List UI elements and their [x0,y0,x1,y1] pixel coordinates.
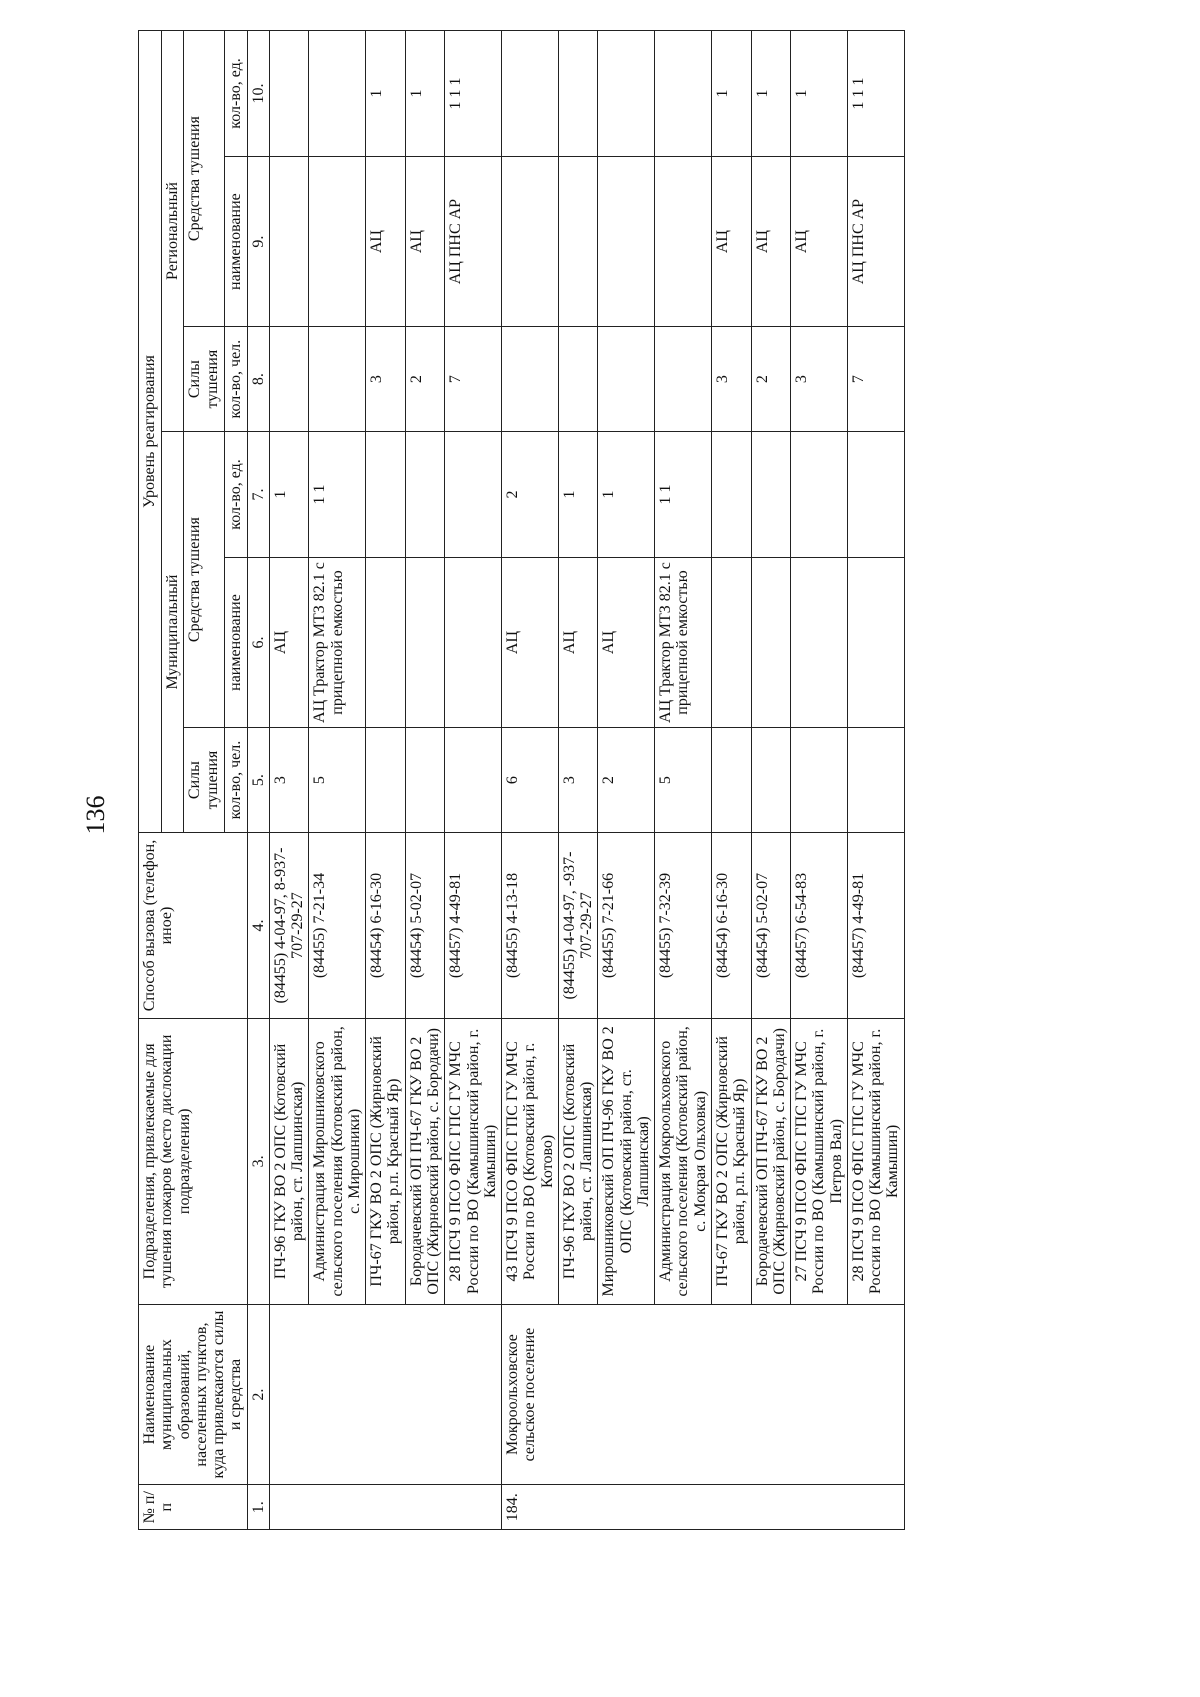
municipal-forces-qty: 3 [269,728,309,833]
unit-name: ПЧ-96 ГКУ ВО 2 ОПС (Котовский район, ст. Лапшинская) [269,1019,309,1305]
municipal-means-qty [445,432,502,558]
regional-means-name: АЦ [405,156,445,326]
rotated-table-container [138,30,1113,1530]
unit-name: 28 ПСЧ 9 ПСО ФПС ГПС ГУ МЧС России по ВО (Камышинский район, г. Камышин) [445,1019,502,1305]
call-phone: (84455) 7-32-39 [655,832,712,1018]
unit-name: Мирошниковский ОП ПЧ-96 ГКУ ВО 2 ОПС (Котовский район, ст. Лапшинская) [598,1019,655,1305]
call-phone: (84454) 5-02-07 [405,832,445,1018]
regional-means-name: АЦ [751,156,791,326]
regional-means-name [598,156,655,326]
header-regional-forces: Силы тушения [184,327,224,432]
regional-means-name: АЦ [711,156,751,326]
municipal-means-qty [751,432,791,558]
row-number [269,1485,501,1530]
regional-forces-qty [269,327,309,432]
header-name: наименование [224,557,247,727]
regional-means-qty: 1 [366,31,406,157]
call-phone: (84457) 6-54-83 [791,832,848,1018]
municipality-name: Мокроольховское сельское поселение [502,1304,905,1485]
call-phone: (84455) 4-04-97, -937-707-29-27 [558,832,598,1018]
municipal-forces-qty: 2 [598,728,655,833]
call-phone: (84455) 7-21-34 [309,832,366,1018]
regional-forces-qty [502,327,559,432]
regional-means-qty [598,31,655,157]
call-phone: (84457) 4-49-81 [445,832,502,1018]
regional-forces-qty: 7 [445,327,502,432]
regional-means-qty: 1 [791,31,848,157]
header-municipal: Муниципальный [161,432,184,833]
regional-means-qty: 1 [751,31,791,157]
municipal-means-name [751,557,791,727]
numbering-row [247,31,269,1530]
regional-means-name [558,156,598,326]
regional-means-name: АЦ ПНС АР [847,156,904,326]
regional-forces-qty [598,327,655,432]
unit-name: Бородачевский ОП ПЧ-67 ГКУ ВО 2 ОПС (Жирновский район, с. Бородачи) [405,1019,445,1305]
municipal-means-qty [405,432,445,558]
regional-forces-qty: 7 [847,327,904,432]
col-number: 10. [247,31,269,157]
col-number: 2. [247,1304,269,1485]
municipal-forces-qty: 5 [309,728,366,833]
regional-means-qty [309,31,366,157]
call-phone: (84457) 4-49-81 [847,832,904,1018]
unit-name: 27 ПСЧ 9 ПСО ФПС ГПС ГУ МЧС России по ВО (Камышинский район, г. Петров Вал) [791,1019,848,1305]
regional-means-qty [269,31,309,157]
municipal-forces-qty [366,728,406,833]
row-number: 184. [502,1485,905,1530]
col-number: 6. [247,557,269,727]
regional-means-qty: 1 [405,31,445,157]
municipal-forces-qty [791,728,848,833]
regional-means-qty: 1 1 1 [847,31,904,157]
municipal-means-qty: 1 [598,432,655,558]
municipal-means-qty: 2 [502,432,559,558]
municipal-means-qty [791,432,848,558]
regional-forces-qty [309,327,366,432]
col-number: 8. [247,327,269,432]
header-regional-means: Средства тушения [184,31,224,327]
municipal-means-name [847,557,904,727]
regional-forces-qty [558,327,598,432]
municipal-means-qty: 1 [558,432,598,558]
municipal-forces-qty [445,728,502,833]
table-row [502,31,559,1530]
regional-means-qty [655,31,712,157]
municipal-means-name: АЦ [598,557,655,727]
response-forces-table [138,30,905,1530]
municipal-forces-qty [847,728,904,833]
municipal-means-name [366,557,406,727]
regional-means-name: АЦ [791,156,848,326]
municipal-means-qty [847,432,904,558]
regional-forces-qty: 2 [751,327,791,432]
unit-name: ПЧ-67 ГКУ ВО 2 ОПС (Жирновский район, р.п. Красный Яр) [711,1019,751,1305]
municipal-forces-qty [751,728,791,833]
header-municipal-means: Средства тушения [184,432,224,728]
header-municipality: Наименование муниципальных образований, населенных пунктов, куда привлекаются силы и средства [139,1304,248,1485]
municipal-means-qty: 1 1 [655,432,712,558]
header-municipal-forces: Силы тушения [184,728,224,833]
unit-name: ПЧ-96 ГКУ ВО 2 ОПС (Котовский район, ст. Лапшинская) [558,1019,598,1305]
header-name: наименование [224,156,247,326]
header-regional: Региональный [161,31,184,432]
header-number: № п/п [139,1485,248,1530]
table-row [269,31,309,1530]
municipal-means-name: АЦ [269,557,309,727]
municipal-forces-qty [711,728,751,833]
municipality-name [269,1304,501,1485]
col-number: 4. [247,832,269,1018]
regional-means-name: АЦ ПНС АР [445,156,502,326]
header-qty-units: кол-во, ед. [224,31,247,157]
unit-name: Бородачевский ОП ПЧ-67 ГКУ ВО 2 ОПС (Жирновский район, с. Бородачи) [751,1019,791,1305]
call-phone: (84455) 4-04-97, 8-937-707-29-27 [269,832,309,1018]
municipal-means-name [405,557,445,727]
regional-forces-qty: 3 [366,327,406,432]
municipal-means-qty: 1 1 [309,432,366,558]
call-phone: (84455) 4-13-18 [502,832,559,1018]
regional-means-qty [558,31,598,157]
municipal-means-qty [366,432,406,558]
municipal-means-name [445,557,502,727]
municipal-means-name: АЦ [558,557,598,727]
municipal-forces-qty: 3 [558,728,598,833]
call-phone: (84454) 6-16-30 [366,832,406,1018]
call-phone: (84454) 6-16-30 [711,832,751,1018]
header-call-method: Способ вызова (телефон, иное) [139,832,248,1018]
unit-name: Администрация Мокроольховского сельского поселения (Котовский район, с. Мокрая Ольховка) [655,1019,712,1305]
col-number: 9. [247,156,269,326]
municipal-means-name: АЦ Трактор МТЗ 82.1 с прицепной емкостью [655,557,712,727]
col-number: 7. [247,432,269,558]
regional-forces-qty [655,327,712,432]
regional-forces-qty: 2 [405,327,445,432]
municipal-means-name: АЦ Трактор МТЗ 82.1 с прицепной емкостью [309,557,366,727]
regional-means-name [655,156,712,326]
municipal-forces-qty: 5 [655,728,712,833]
col-number: 1. [247,1485,269,1530]
regional-means-qty [502,31,559,157]
table-body [269,31,904,1530]
header-qty-units: кол-во, ед. [224,432,247,558]
regional-forces-qty: 3 [791,327,848,432]
col-number: 3. [247,1019,269,1305]
header-response-level: Уровень реагирования [139,31,162,833]
header-unit: Подразделения, привлекаемые для тушения пожаров (место дислокации подразделения) [139,1019,248,1305]
regional-means-name [309,156,366,326]
col-number: 5. [247,728,269,833]
municipal-means-qty [711,432,751,558]
header-qty-people: кол-во, чел. [224,728,247,833]
page-number: 136 [81,795,110,835]
unit-name: ПЧ-67 ГКУ ВО 2 ОПС (Жирновский район, р.п. Красный Яр) [366,1019,406,1305]
municipal-means-name [791,557,848,727]
call-phone: (84454) 5-02-07 [751,832,791,1018]
unit-name: 43 ПСЧ 9 ПСО ФПС ГПС ГУ МЧС России по ВО (Котовский район, г. Котово) [502,1019,559,1305]
municipal-means-name: АЦ [502,557,559,727]
regional-means-name [502,156,559,326]
municipal-means-qty: 1 [269,432,309,558]
header-qty-people: кол-во, чел. [224,327,247,432]
unit-name: Администрация Мирошниковского сельского поселения (Котовский район, с. Мирошники) [309,1019,366,1305]
unit-name: 28 ПСЧ 9 ПСО ФПС ГПС ГУ МЧС России по ВО (Камышинский район, г. Камышин) [847,1019,904,1305]
regional-means-qty: 1 1 1 [445,31,502,157]
municipal-means-name [711,557,751,727]
regional-means-name [269,156,309,326]
municipal-forces-qty [405,728,445,833]
regional-means-name: АЦ [366,156,406,326]
regional-means-qty: 1 [711,31,751,157]
regional-forces-qty: 3 [711,327,751,432]
municipal-forces-qty: 6 [502,728,559,833]
call-phone: (84455) 7-21-66 [598,832,655,1018]
